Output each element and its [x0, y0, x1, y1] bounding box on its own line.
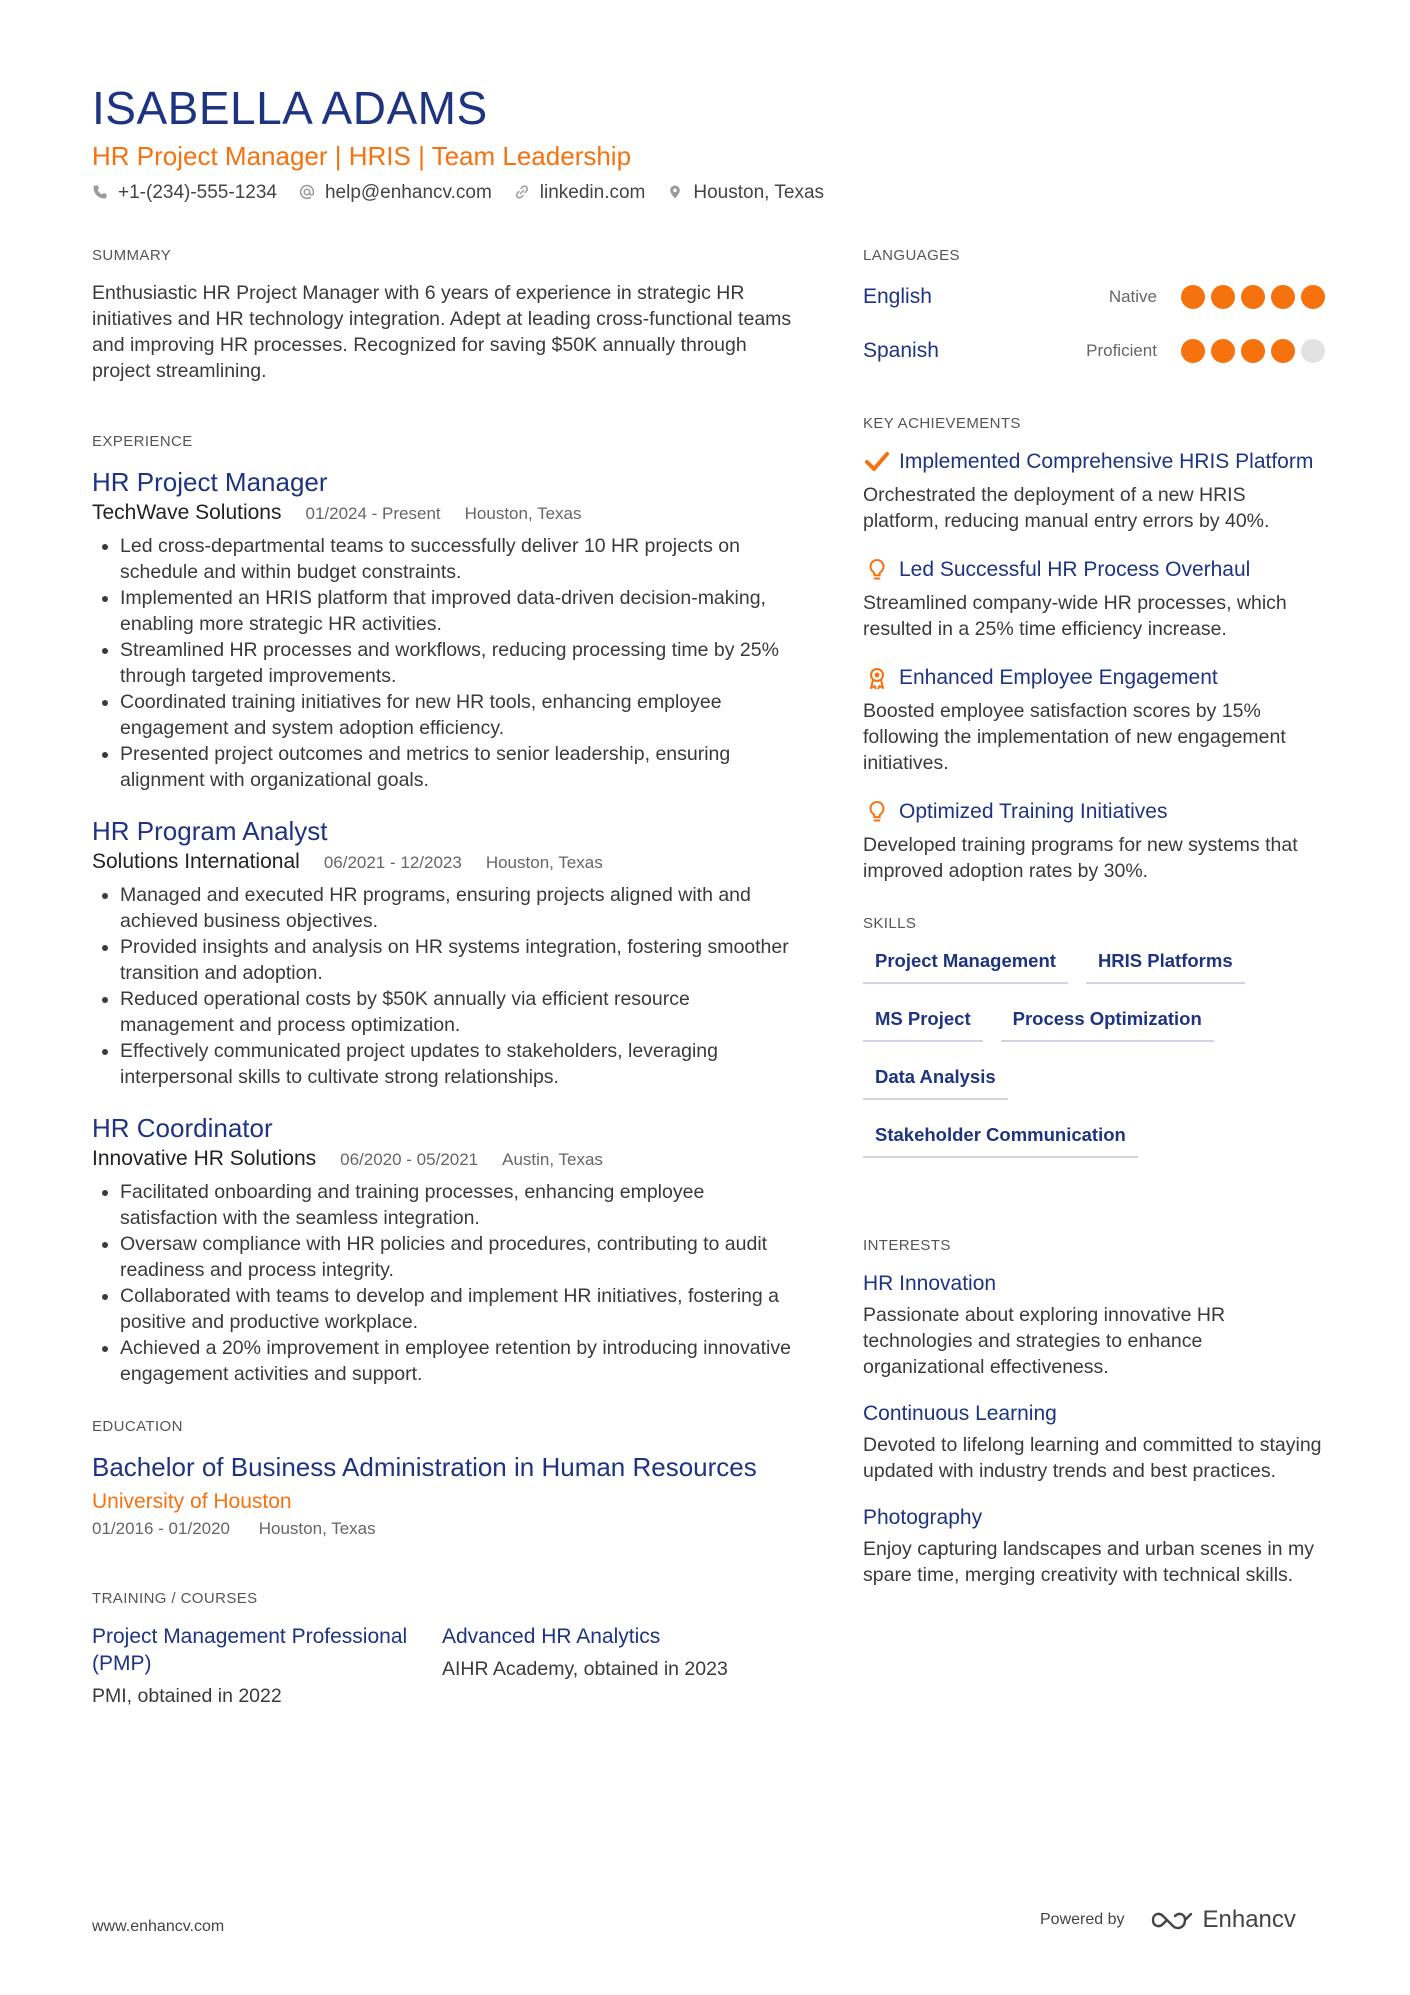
achievement-header [863, 664, 1325, 694]
candidate-name: ISABELLA ADAMS [92, 82, 488, 134]
course-desc: AIHR Academy, obtained in 2023 [442, 1658, 728, 1680]
proficiency-dot [1211, 339, 1235, 363]
interest-item [863, 1400, 1325, 1484]
language-dots [1175, 339, 1325, 363]
achievement-item [863, 448, 1325, 534]
achievement-desc: Boosted employee satisfaction scores by 15% following the implementation of new engagement initiatives. [863, 700, 1286, 774]
education-section [92, 1417, 792, 1541]
skills-heading: SKILLS [863, 915, 917, 932]
contact-bar [92, 180, 846, 206]
job-bullet: • Oversaw compliance with HR policies and procedures, contributing to audit readiness and process integrity. [120, 1231, 792, 1283]
achievement-item [863, 556, 1325, 642]
achievement-title: Implemented Comprehensive HRIS Platform [899, 450, 1314, 473]
summary-heading: SUMMARY [92, 247, 172, 264]
summary-text: Enthusiastic HR Project Manager with 6 years of experience in strategic HR initiatives and HR technology integration. Adept at leading cross-functional teams and improving HR processes. Recognized for saving $50K annually through project streamlining. [92, 282, 792, 382]
training-section [92, 1589, 792, 1709]
languages-section [863, 246, 1325, 378]
proficiency-dot [1211, 285, 1235, 309]
job-entry [92, 815, 792, 1090]
course-item [92, 1623, 442, 1709]
job-meta [92, 847, 792, 878]
headline: HR Project Manager | HRIS | Team Leadership [92, 141, 632, 171]
enhancv-logo[interactable] [1149, 1906, 1296, 1934]
contact-linkedin [514, 180, 646, 206]
edu-dates: 01/2016 - 01/2020 [92, 1519, 231, 1538]
linkedin-link[interactable]: linkedin.com [539, 182, 646, 203]
achievement-desc: Orchestrated the deployment of a new HRIS platform, reducing manual entry errors by 40%. [863, 484, 1270, 532]
phone-icon [92, 184, 110, 202]
interest-desc: Passionate about exploring innovative HR technologies and strategies to enhance organizational effectiveness. [863, 1304, 1226, 1378]
edu-degree: Bachelor of Business Administration in Human Resources [92, 1452, 757, 1482]
job-bullet: • Facilitated onboarding and training processes, enhancing employee satisfaction with the seamless integration. [120, 1179, 792, 1231]
interest-item [863, 1270, 1325, 1380]
left-column [92, 246, 792, 1709]
course-title: Advanced HR Analytics [442, 1625, 661, 1648]
interest-title: Photography [863, 1506, 983, 1529]
course-item [442, 1623, 792, 1709]
job-title: HR Coordinator [92, 1113, 273, 1143]
location-pin-icon [667, 184, 685, 202]
course-list [92, 1623, 792, 1709]
job-meta [92, 1144, 792, 1175]
language-level: Proficient [1086, 341, 1157, 360]
job-bullets [92, 533, 792, 793]
skill-tag: Stakeholder Communication [863, 1114, 1138, 1158]
job-dates: 01/2024 - Present [305, 504, 441, 523]
skills-section [863, 914, 1325, 1172]
job-bullet: • Provided insights and analysis on HR systems integration, fostering smoother transition and adoption. [120, 934, 792, 986]
skill-tag: MS Project [863, 998, 983, 1042]
proficiency-dot [1271, 285, 1295, 309]
proficiency-dot [1181, 339, 1205, 363]
interest-desc: Enjoy capturing landscapes and urban scenes in my spare time, merging creativity with technical skills. [863, 1538, 1314, 1586]
phone-text[interactable]: +1-(234)-555-1234 [118, 182, 277, 203]
achievements-heading: KEY ACHIEVEMENTS [863, 415, 1021, 432]
languages-heading: LANGUAGES [863, 247, 960, 264]
right-column [863, 246, 1325, 1608]
job-location: Austin, Texas [502, 1150, 603, 1169]
training-heading: TRAINING / COURSES [92, 1590, 258, 1607]
job-bullet: • Collaborated with teams to develop and implement HR initiatives, fostering a positive and productive workplace. [120, 1283, 792, 1335]
skill-tag: HRIS Platforms [1086, 940, 1245, 984]
job-company: Innovative HR Solutions [92, 1147, 317, 1170]
achievement-title: Led Successful HR Process Overhaul [899, 558, 1251, 581]
achievement-header [863, 448, 1325, 478]
proficiency-dot [1241, 339, 1265, 363]
edu-meta [92, 1517, 792, 1541]
proficiency-dot [1301, 285, 1325, 309]
job-bullet: • Achieved a 20% improvement in employee retention by introducing innovative engagement activities and support. [120, 1335, 792, 1387]
interest-item [863, 1504, 1325, 1588]
achievement-title: Optimized Training Initiatives [899, 800, 1168, 823]
footer-branding [1040, 1906, 1296, 1934]
job-company: TechWave Solutions [92, 501, 282, 524]
lightbulb-icon [863, 556, 891, 586]
job-bullets [92, 1179, 792, 1387]
job-dates: 06/2021 - 12/2023 [323, 853, 462, 872]
job-entry [92, 1112, 792, 1387]
interests-section [863, 1236, 1325, 1588]
job-dates: 06/2020 - 05/2021 [340, 1150, 479, 1169]
achievement-title: Enhanced Employee Engagement [899, 666, 1218, 689]
interest-title: HR Innovation [863, 1272, 997, 1295]
proficiency-dot [1241, 285, 1265, 309]
contact-email [299, 180, 492, 206]
language-row [863, 270, 1325, 324]
summary-section [92, 246, 792, 384]
experience-section [92, 432, 792, 1387]
contact-location [667, 180, 824, 206]
achievement-desc: Streamlined company-wide HR processes, which resulted in a 25% time efficiency increase. [863, 592, 1287, 640]
location-text: Houston, Texas [693, 182, 825, 203]
language-name: Spanish [863, 339, 939, 362]
experience-heading: EXPERIENCE [92, 433, 193, 450]
email-link[interactable]: help@enhancv.com [324, 182, 492, 203]
job-title: HR Project Manager [92, 467, 328, 497]
language-name: English [863, 285, 932, 308]
achievement-item [863, 798, 1325, 884]
enhancv-logo-icon [1149, 1908, 1195, 1932]
skill-tag: Data Analysis [863, 1056, 1008, 1100]
job-bullet: • Led cross-departmental teams to successfully deliver 10 HR projects on schedule and within budget constraints. [120, 533, 792, 585]
skill-tag: Project Management [863, 940, 1068, 984]
job-company: Solutions International [92, 850, 300, 873]
contact-phone [92, 180, 277, 206]
job-bullet: • Implemented an HRIS platform that improved data-driven decision-making, enabling more strategic HR activities. [120, 585, 792, 637]
lightbulb-icon [863, 798, 891, 828]
award-icon [863, 664, 891, 694]
interests-heading: INTERESTS [863, 1237, 951, 1254]
language-dots [1175, 285, 1325, 309]
job-bullet: • Presented project outcomes and metrics to senior leadership, ensuring alignment with organizational goals. [120, 741, 792, 793]
skill-tag: Process Optimization [1001, 998, 1214, 1042]
brand-name: Enhancv [1202, 1906, 1296, 1933]
edu-school: University of Houston [92, 1490, 292, 1513]
job-bullet: • Reduced operational costs by $50K annually via efficient resource management and process optimization. [120, 986, 792, 1038]
powered-by-label: Powered by [1040, 1911, 1125, 1928]
achievement-desc: Developed training programs for new systems that improved adoption rates by 30%. [863, 834, 1298, 882]
achievement-header [863, 556, 1325, 586]
skill-list [863, 940, 1325, 1172]
job-location: Houston, Texas [464, 504, 582, 523]
job-entry [92, 466, 792, 793]
language-row [863, 324, 1325, 378]
job-location: Houston, Texas [485, 853, 603, 872]
interest-title: Continuous Learning [863, 1402, 1057, 1425]
achievement-header [863, 798, 1325, 828]
job-bullet: • Managed and executed HR programs, ensuring projects aligned with and achieved business objectives. [120, 882, 792, 934]
education-heading: EDUCATION [92, 1418, 183, 1435]
job-bullet: • Coordinated training initiatives for new HR tools, enhancing employee engagement and system adoption efficiency. [120, 689, 792, 741]
proficiency-dot [1301, 339, 1325, 363]
job-meta [92, 498, 792, 529]
at-icon [299, 184, 317, 202]
course-title: Project Management Professional (PMP) [92, 1625, 408, 1675]
job-bullets [92, 882, 792, 1090]
job-bullet: • Streamlined HR processes and workflows, reducing processing time by 25% through targeted improvements. [120, 637, 792, 689]
course-desc: PMI, obtained in 2022 [92, 1685, 282, 1707]
achievements-section [863, 414, 1325, 884]
proficiency-dot [1181, 285, 1205, 309]
interest-desc: Devoted to lifelong learning and committed to staying updated with industry trends and best practices. [863, 1434, 1322, 1482]
proficiency-dot [1271, 339, 1295, 363]
job-bullet: • Effectively communicated project updates to stakeholders, leveraging interpersonal skills to cultivate strong relationships. [120, 1038, 792, 1090]
link-icon [514, 184, 532, 202]
job-title: HR Program Analyst [92, 816, 328, 846]
check-icon [863, 448, 891, 478]
footer-website[interactable]: www.enhancv.com [92, 1918, 225, 1935]
edu-location: Houston, Texas [258, 1519, 376, 1538]
achievement-item [863, 664, 1325, 776]
language-level: Native [1108, 287, 1157, 306]
